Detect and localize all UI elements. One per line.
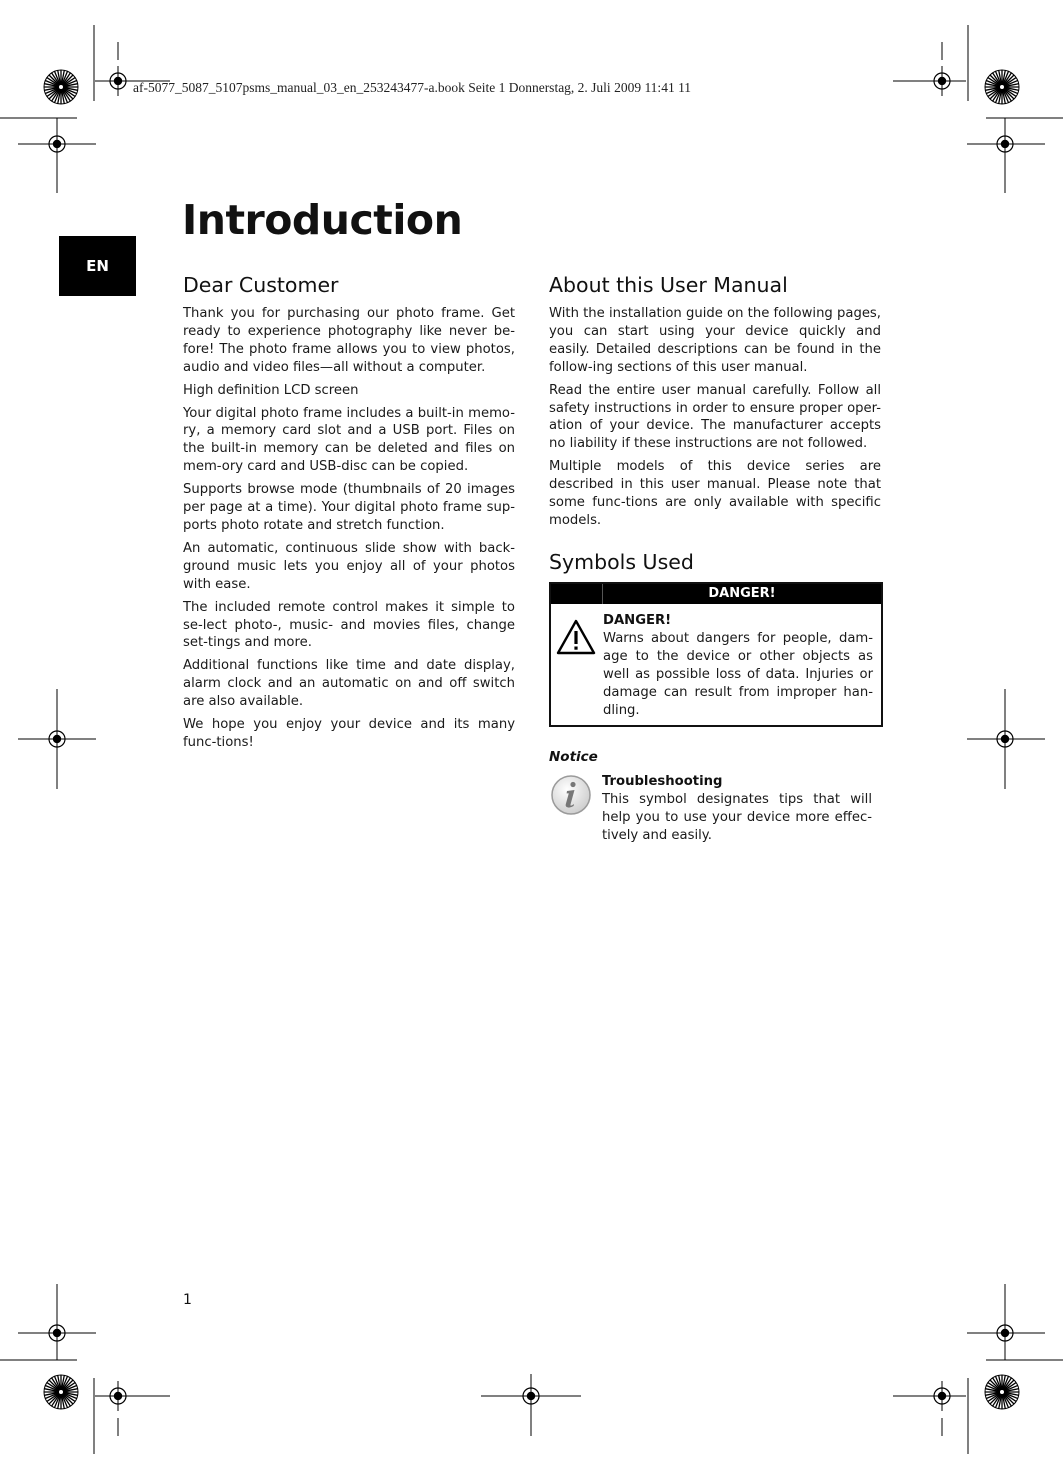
info-icon <box>549 773 602 845</box>
paragraph: High definition LCD screen <box>183 382 359 398</box>
notice-box <box>549 773 881 845</box>
about-manual-section <box>549 272 881 845</box>
file-info-header: af-5077_5087_5107psms_manual_03_en_253243477-a.book Seite 1 Donnerstag, 2. Juli 2009 11:41 11 <box>133 80 692 95</box>
warning-triangle-icon <box>555 612 603 720</box>
danger-text: Warns about dangers for people, dam-age to the device or other objects as well as possible loss of data. Injuries or damage can result from improper han-dling. <box>603 630 873 718</box>
section-heading: About this User Manual <box>549 273 788 297</box>
paragraph: Thank you for purchasing our photo frame. Get ready to experience photography like never be-fore! The photo frame allows you to view photos, audio and video files—all without a computer. <box>183 306 515 375</box>
notice-text: This symbol designates tips that will help you to use your device more effec-tively and easily. <box>602 792 872 844</box>
dear-customer-section <box>183 272 515 757</box>
notice-title: Troubleshooting <box>602 774 723 790</box>
language-tab: EN <box>59 236 136 296</box>
page-title: Introduction <box>182 196 463 244</box>
danger-title: DANGER! <box>603 612 672 628</box>
paragraph: Multiple models of this device series are described in this user manual. Please note that some func-tions are only available with specific models. <box>549 459 881 528</box>
danger-box <box>549 582 883 728</box>
paragraph: The included remote control makes it simple to se-lect photo-, music- and movies files, change set-tings and more. <box>183 599 515 651</box>
paragraph: With the installation guide on the following pages, you can start using your device quickly and easily. Detailed descriptions can be found in the follow-ing sections of this user manual. <box>549 306 881 375</box>
paragraph: Additional functions like time and date display, alarm clock and an automatic on and off switch are also available. <box>183 658 515 710</box>
page-number: 1 <box>183 1292 192 1308</box>
notice-label: Notice <box>549 749 598 766</box>
section-heading: Symbols Used <box>549 549 694 574</box>
section-heading: Dear Customer <box>183 273 339 297</box>
paragraph: We hope you enjoy your device and its many func-tions! <box>183 717 515 750</box>
danger-header-label: DANGER! <box>708 585 776 601</box>
paragraph: An automatic, continuous slide show with back-ground music lets you enjoy all of your photos with ease. <box>183 540 515 592</box>
danger-box-header <box>551 584 881 604</box>
paragraph: Supports browse mode (thumbnails of 20 images per page at a time). Your digital photo frame sup-ports photo rotate and stretch function. <box>183 482 515 533</box>
paragraph: Read the entire user manual carefully. Follow all safety instructions in order to ensure proper oper-ation of your device. The manufacturer accepts no liability if these instructions are not followed. <box>549 382 881 452</box>
paragraph: Your digital photo frame includes a built-in memo-ry, a memory card slot and a USB port. Files on the built-in memory can be deleted and files on mem-ory card and USB-disc can be copied. <box>183 405 515 475</box>
